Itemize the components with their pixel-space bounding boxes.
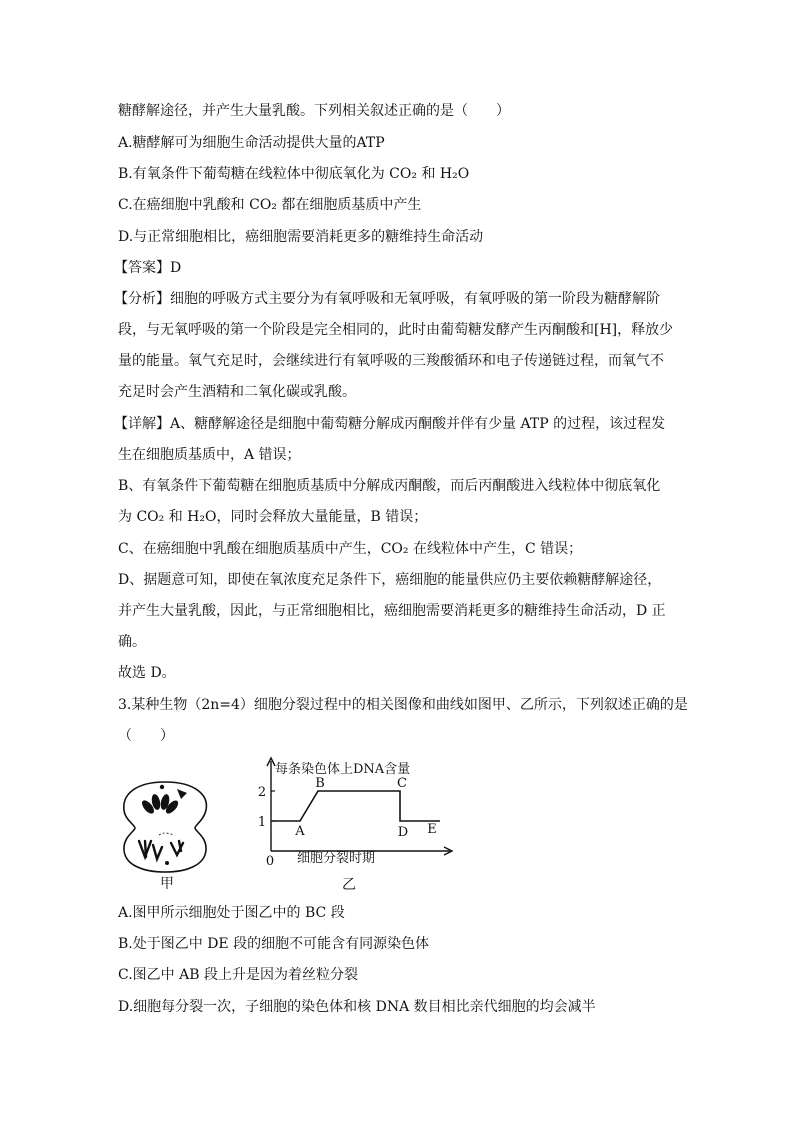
question2-option-d: D.与正常细胞相比，癌细胞需要消耗更多的糖维持生命活动	[118, 229, 484, 245]
chromosome	[153, 845, 162, 859]
x-axis-label: 细胞分裂时期	[297, 851, 376, 866]
point-label-e: E	[427, 822, 437, 837]
explanation-line: 确。	[118, 634, 146, 650]
explanation-line: D、据题意可知，即使在氧浓度充足条件下，癌细胞的能量供应仍主要依赖糖酵解途径，	[118, 572, 662, 588]
explanation-line: 【详解】A、糖酵解途径是细胞中葡萄糖分解成丙酮酸并伴有少量 ATP 的过程，该过程发	[114, 416, 666, 432]
analysis-line: 段，与无氧呼吸的第一个阶段是完全相同的，此时由葡萄糖发酵产生丙酮酸和[H]，释放少	[118, 322, 674, 338]
explanation-line: C、在癌细胞中乳酸在细胞质基质中产生，CO₂ 在线粒体中产生，C 错误；	[118, 541, 583, 557]
answer-line: 【答案】D	[114, 260, 182, 276]
spindle-fiber	[159, 833, 173, 835]
point-labels	[294, 776, 436, 840]
y-axis-label: 每条染色体上DNA含量	[275, 762, 411, 777]
chromosome-cluster-top	[140, 785, 187, 816]
point-label-b: B	[315, 776, 325, 791]
explanation-line: 为 CO₂ 和 H₂O，同时会释放大量能量，B 错误；	[118, 509, 428, 525]
y-ticks	[258, 785, 275, 830]
question3-option-d: D.细胞每分裂一次，子细胞的染色体和核 DNA 数目相比亲代细胞的均会减半	[118, 999, 596, 1015]
question2-option-a: A.糖酵解可为细胞生命活动提供大量的ATP	[118, 135, 385, 151]
point-label-d: D	[397, 825, 409, 840]
y-tick-label: 1	[257, 815, 267, 830]
question3-option-a: A.图甲所示细胞处于图乙中的 BC 段	[118, 905, 345, 921]
chromosome	[177, 789, 187, 799]
explanation-line: 生在细胞质基质中，A 错误；	[118, 447, 301, 463]
question3-stem: 3.某种生物（2n=4）细胞分裂过程中的相关图像和曲线如图甲、乙所示，下列叙述正确的是	[118, 697, 688, 713]
y-tick-label: 2	[257, 785, 267, 800]
figure-yi-graph	[250, 755, 460, 870]
centrosome	[160, 785, 164, 789]
point-label-c: C	[397, 776, 407, 791]
analysis-line: 量的能量。氧气充足时，会继续进行有氧呼吸的三羧酸循环和电子传递链过程，而氧气不	[118, 353, 664, 369]
point-label-a: A	[295, 824, 305, 839]
question3-option-c: C.图乙中 AB 段上升是因为着丝粒分裂	[118, 967, 358, 983]
conclusion-line: 故选 D。	[118, 665, 176, 681]
origin-label: 0	[265, 854, 275, 869]
figure-jia-caption: 甲	[160, 876, 174, 892]
explanation-line: 并产生大量乳酸，因此，与正常细胞相比，癌细胞需要消耗更多的糖维持生命活动，D 正	[118, 603, 666, 619]
centrosome	[165, 861, 169, 865]
figure-yi-caption: 乙	[342, 877, 356, 893]
question2-stem: 糖酵解途径，并产生大量乳酸。下列相关叙述正确的是（ ）	[118, 103, 510, 119]
question3-stem-bracket: （ ）	[118, 728, 174, 744]
analysis-line: 充足时会产生酒精和二氧化碳或乳酸。	[118, 384, 356, 400]
question2-option-b: B.有氧条件下葡萄糖在线粒体中彻底氧化为 CO₂ 和 H₂O	[118, 166, 470, 182]
figure-jia-cell-diagram	[115, 775, 215, 877]
chromosome	[145, 841, 146, 857]
chromosome-cluster-bottom	[139, 841, 183, 859]
question3-option-b: B.处于图乙中 DE 段的细胞不可能含有同源染色体	[118, 936, 430, 952]
explanation-line: B、有氧条件下葡萄糖在细胞质基质中分解成丙酮酸，而后丙酮酸进入线粒体中彻底氧化	[118, 478, 661, 494]
analysis-line: 【分析】细胞的呼吸方式主要分为有氧呼吸和无氧呼吸，有氧呼吸的第一阶段为糖酵解阶	[114, 291, 660, 307]
question2-option-c: C.在癌细胞中乳酸和 CO₂ 都在细胞质基质中产生	[118, 197, 422, 213]
dna-curve	[272, 791, 440, 821]
